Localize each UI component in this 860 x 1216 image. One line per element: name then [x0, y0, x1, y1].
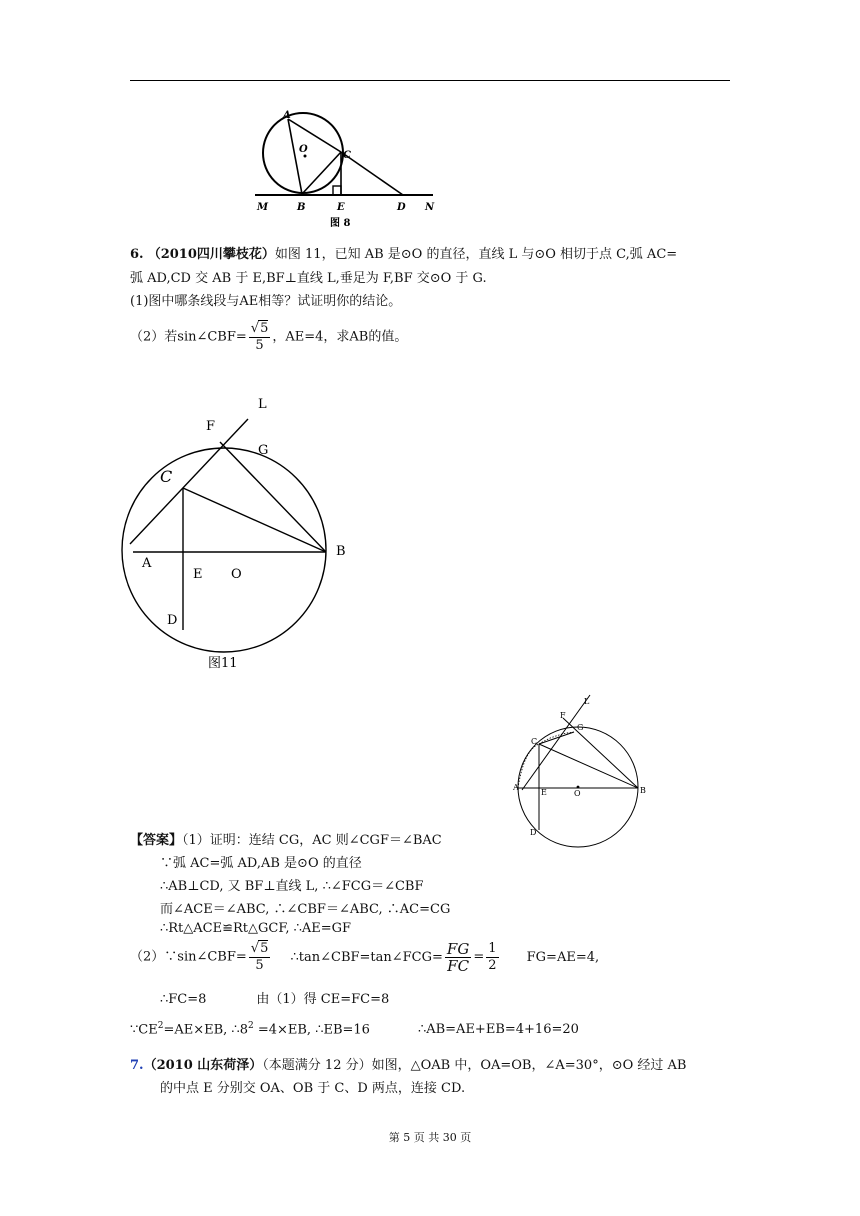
q2-fraction: [249, 320, 271, 354]
figure-11: [130, 392, 360, 692]
figa-label-l: L: [584, 697, 590, 706]
l6-eq: =: [473, 949, 485, 965]
sqrt-symbol-2: √: [250, 941, 260, 956]
fig8-label-n: N: [425, 202, 435, 213]
fig8-label-d: D: [397, 202, 406, 213]
figa-label-c: C: [531, 737, 538, 746]
problem6-text1: 如图 11，已知 AB 是⊙O 的直径，直线 L 与⊙O 相切于点 C,弧 AC=: [274, 247, 678, 262]
problem7-line1: [130, 1054, 686, 1073]
l8d: ∴AB=AE+EB=4+16=20: [417, 1022, 579, 1038]
fig8-caption: 图 8: [330, 218, 351, 229]
fig11-label-l: L: [258, 397, 267, 412]
l6-prefix: （2）∵sin∠CBF=: [130, 949, 247, 965]
problem6-question2: [130, 320, 407, 354]
l6-frac2: [445, 941, 471, 974]
l8c: =4×EB, ∴EB=16: [253, 1022, 370, 1038]
answer-line1: [130, 829, 442, 848]
q2-prefix: （2）若sin∠CBF=: [130, 329, 247, 345]
l6-mid: ∴tan∠CBF=tan∠FCG=: [290, 949, 443, 965]
problem7-number: 7.: [130, 1058, 144, 1073]
fig11-label-c: C: [160, 467, 173, 486]
l6-frac3-den: 2: [488, 957, 497, 973]
header-rule: [130, 80, 730, 81]
figa-label-a: A: [513, 783, 519, 792]
fig8-label-e: E: [337, 202, 345, 213]
fig11-label-f: F: [206, 419, 216, 434]
answer-line8: [130, 1021, 579, 1037]
figa-label-o: O: [574, 789, 581, 798]
answer-line7: [160, 988, 389, 1007]
answer-line5: ∴Rt△ACE≌Rt△GCF, ∴AE=GF: [160, 921, 352, 936]
fig8-label-b: B: [297, 202, 306, 213]
l6-frac3-num: 1: [488, 940, 497, 956]
l6-frac1: [249, 940, 271, 974]
fig11-caption: 图11: [208, 656, 238, 671]
l6-frac2-den: FC: [447, 956, 470, 975]
page-footer: 第 5 页 共 30 页: [388, 1131, 472, 1144]
l6-frac1-den: 5: [255, 958, 264, 973]
fig11-label-g: G: [258, 443, 269, 458]
fig8-label-c: C: [343, 150, 351, 161]
l6-frac2-num: FG: [446, 939, 470, 958]
l7a: ∴FC=8: [160, 992, 207, 1007]
fig8-label-m: M: [257, 202, 269, 213]
problem7-text1: （本题满分 12 分）如图，△OAB 中，OA=OB，∠A=30°，⊙O 经过 AB: [262, 1058, 687, 1073]
q2-frac-den: 5: [255, 338, 264, 353]
l8b: =AE×EB, ∴8: [163, 1022, 248, 1038]
answer-line6: [130, 940, 599, 974]
fig11-label-a: A: [142, 556, 152, 571]
figa-label-g: G: [577, 723, 584, 732]
fig11-label-o: O: [231, 567, 242, 582]
l8-sup2: 2: [247, 1021, 254, 1031]
figa-label-d: D: [530, 828, 537, 837]
answer-line4: 而∠ACE＝∠ABC, ∴∠CBF＝∠ABC, ∴AC=CG: [160, 902, 451, 917]
fig8-label-a: A: [283, 110, 291, 121]
problem6-question1: (1)图中哪条线段与AE相等？试证明你的结论。: [130, 294, 402, 309]
answer-line3: ∴AB⊥CD, 又 BF⊥直线 L, ∴∠FCG＝∠CBF: [160, 879, 424, 894]
figure-8: [255, 108, 435, 228]
l8a: ∵CE: [130, 1022, 158, 1038]
problem6-number: 6.: [130, 247, 144, 262]
l8-sup: 2: [157, 1021, 164, 1031]
figa-label-b: B: [640, 786, 646, 795]
problem6-line2: 弧 AD,CD 交 AB 于 E,BF⊥直线 L,垂足为 F,BF 交⊙O 于 G.: [130, 271, 487, 286]
problem6-source: （2010四川攀枝花）: [147, 247, 275, 262]
l6-frac3: [486, 941, 498, 974]
problem6-line1: [130, 243, 677, 262]
fig8-label-o: O: [299, 144, 308, 155]
problem7-line2: 的中点 E 分别交 OA、OB 于 C、D 两点，连接 CD.: [160, 1081, 466, 1096]
q2-frac-num: 5: [260, 321, 269, 336]
l6-frac1-num: 5: [260, 941, 269, 956]
problem7-source: （2010 山东荷泽）: [143, 1058, 263, 1073]
answer-line2: ∵弧 AC=弧 AD,AB 是⊙O 的直径: [160, 856, 362, 871]
sqrt-symbol: √: [250, 321, 260, 336]
answer-tag: 【答案】: [130, 833, 183, 848]
q2-suffix: ，AE=4，求AB的值。: [272, 329, 408, 345]
answer-l1: （1）证明：连结 CG，AC 则∠CGF＝∠BAC: [182, 833, 442, 848]
fig11-label-b: B: [336, 544, 346, 559]
l6-suffix: FG=AE=4,: [526, 949, 600, 965]
fig11-label-d: D: [167, 613, 178, 628]
figa-label-f: F: [560, 711, 566, 720]
figure-answer: [510, 690, 660, 850]
fig11-label-e: E: [193, 567, 203, 582]
l7b: 由（1）得 CE=FC=8: [256, 992, 390, 1007]
figa-label-e: E: [541, 788, 547, 797]
